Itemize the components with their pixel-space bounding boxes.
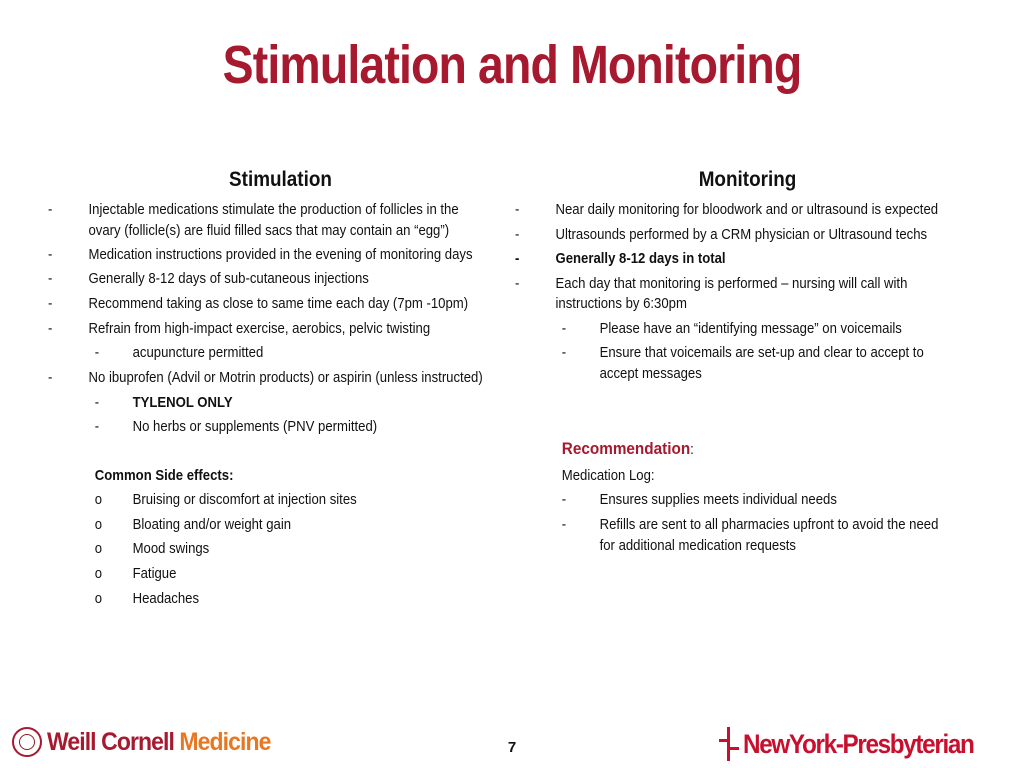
recommendation-colon: :: [690, 442, 694, 458]
item-text: Medication instructions provided in the evening of monitoring days: [88, 247, 473, 263]
item-text: ovary (follicle(s) are fluid filled sacs that may contain an “egg”): [88, 223, 450, 239]
nyp-cross-icon: [719, 727, 739, 761]
dash-bullet: -: [48, 321, 53, 337]
newyork-presbyterian-logo: [719, 724, 999, 764]
item-text: No ibuprofen (Advil or Motrin products) or aspirin (unless instructed): [88, 370, 483, 386]
item-text: Generally 8-12 days of sub-cutaneous injections: [88, 271, 369, 287]
item-text-emphasis: TYLENOL ONLY: [132, 395, 233, 411]
item-text: acupuncture permitted: [132, 345, 264, 361]
item-text: Ensures supplies meets individual needs: [599, 492, 837, 508]
dash-bullet: -: [94, 395, 100, 411]
item-text: instructions by 6:30pm: [555, 296, 687, 312]
item-text: Ultrasounds performed by a CRM physician or Ultrasound techs: [555, 227, 928, 243]
item-text: Bruising or discomfort at injection sites: [132, 492, 357, 508]
weill-cornell-text: Weill Cornell: [47, 727, 174, 756]
dash-bullet: -: [561, 492, 567, 508]
circle-bullet: o: [94, 517, 103, 533]
item-text-emphasis: Generally 8-12 days in total: [555, 251, 726, 267]
page-title: Stimulation and Monitoring: [222, 35, 802, 95]
monitoring-heading: Monitoring: [698, 168, 797, 191]
dash-bullet: -: [515, 202, 520, 218]
item-text: Bloating and/or weight gain: [132, 517, 292, 533]
nyp-wordmark: NewYork-Presbyterian: [743, 728, 974, 759]
dash-bullet: -: [48, 370, 53, 386]
recommendation-heading: Recommendation: [561, 439, 691, 458]
dash-bullet: -: [94, 345, 100, 361]
circle-bullet: o: [94, 541, 103, 557]
item-text: accept messages: [599, 366, 702, 382]
dash-bullet: -: [515, 227, 520, 243]
item-text: Fatigue: [132, 566, 177, 582]
dash-bullet: -: [561, 321, 567, 337]
dash-bullet: -: [94, 419, 100, 435]
weill-cornell-logo: [12, 724, 290, 760]
item-text: Mood swings: [132, 541, 210, 557]
dash-bullet: -: [48, 202, 53, 218]
circle-bullet: o: [94, 591, 103, 607]
dash-bullet: -: [561, 517, 567, 533]
medicine-text: Medicine: [173, 727, 271, 756]
item-text: for additional medication requests: [599, 538, 797, 554]
dash-bullet: -: [515, 276, 520, 292]
page-number: 7: [507, 739, 517, 756]
dash-bullet: -: [515, 251, 520, 267]
side-effects-heading: Common Side effects:: [94, 468, 234, 484]
item-text: Please have an “identifying message” on voicemails: [599, 321, 902, 337]
dash-bullet: -: [48, 296, 53, 312]
dash-bullet: -: [561, 345, 567, 361]
dash-bullet: -: [48, 271, 53, 287]
item-text: Near daily monitoring for bloodwork and or ultrasound is expected: [555, 202, 939, 218]
circle-bullet: o: [94, 492, 103, 508]
item-text: Headaches: [132, 591, 200, 607]
item-text: Refrain from high-impact exercise, aerobics, pelvic twisting: [88, 321, 431, 337]
item-text: Refills are sent to all pharmacies upfront to avoid the need: [599, 517, 939, 533]
medication-log-label: Medication Log:: [561, 468, 655, 484]
item-text: Each day that monitoring is performed – nursing will call with: [555, 276, 908, 292]
circle-bullet: o: [94, 566, 103, 582]
item-text: No herbs or supplements (PNV permitted): [132, 419, 378, 435]
stimulation-heading: Stimulation: [229, 168, 332, 191]
cornell-seal-icon: [12, 727, 42, 757]
item-text: Injectable medications stimulate the production of follicles in the: [88, 202, 459, 218]
weill-cornell-wordmark: [47, 728, 270, 757]
dash-bullet: -: [48, 247, 53, 263]
item-text: Ensure that voicemails are set-up and clear to accept to: [599, 345, 924, 361]
item-text: Recommend taking as close to same time each day (7pm -10pm): [88, 296, 469, 312]
